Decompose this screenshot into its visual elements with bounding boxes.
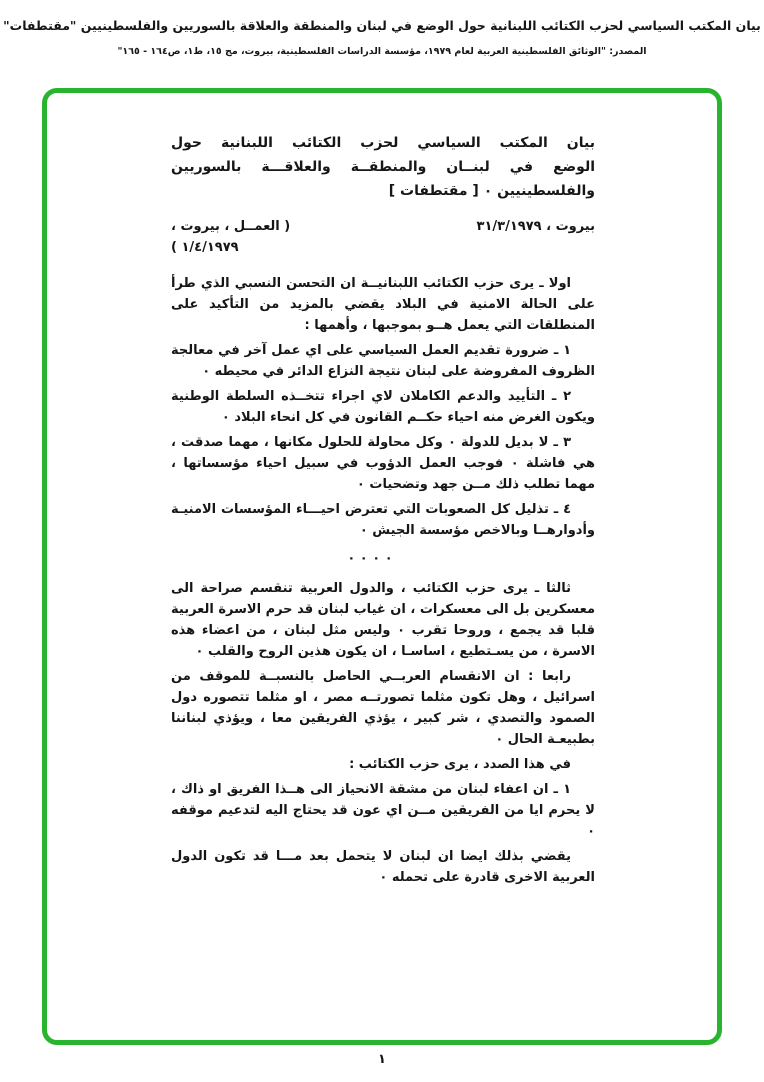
document-scan: [171, 131, 595, 1034]
page-header: [0, 18, 764, 58]
paragraph-lead-in: في هذا الصدد ، يرى حزب الكتائب :: [349, 757, 571, 772]
document-frame: [42, 88, 722, 1045]
dateline-continuation: ١/٤/١٩٧٩ ): [171, 240, 239, 255]
paragraph-third: ثالثا ـ يرى حزب الكتائب ، والدول العربية تنقسم صراحة الى معسكرين بل الى معسكرات ، ان غياب لبنان قد حرم الاسرة العربية قلبا قد يجمع ، وروحا تقرب ٠ وليس مثل لبنان ، من اعضاء هذه الاسرة ، من يسـتطيع ، اساسـا ، ان يكون هذين الروح والقلب ٠: [171, 581, 595, 659]
document-title: [171, 131, 595, 203]
header-title: بيان المكتب السياسي لحزب الكتائب اللبنانية حول الوضع في لبنان والمنطقة والعلاقة بالسوريين والفلسطينيين "مقتطفات": [3, 18, 761, 33]
separator-dots: ٠ ٠ ٠ ٠: [347, 551, 393, 566]
paragraph-item-3: ٣ ـ لا بديل للدولة ٠ وكل محاولة للحلول مكانها ، مهما صدقت ، هي فاشلة ٠ فوجب العمل الدؤوب في سبيل احياء مؤسساتها ، مهما تطلب ذلك مــن جهد وتضحيات ٠: [171, 435, 595, 492]
document-title-line-3: والفلسطينيين ٠ [ مقتطفات ]: [388, 183, 595, 199]
paragraph-item-1: ١ ـ ضرورة تقديم العمل السياسي على اي عمل آخر في معالجة الظروف المفروضة على لبنان نتيجة النزاع الدائر في محيطه ٠: [171, 343, 595, 379]
paragraph-fourth: رابعا : ان الانقسام العربــي الحاصل بالنسبــة للموقف من اسرائيل ، وهل تكون مثلما تصورتــه مصر ، او مثلما تتصوره دول الصمود والتصدي ، شر كبير ، يؤذي الفريقين معا ، ويؤذي لبناننا بطبيعـة الحال ٠: [171, 669, 595, 747]
dateline: [171, 216, 595, 237]
header-source: المصدر: "الوثائق الفلسطينية العربية لعام ١٩٧٩، مؤسسة الدراسات الفلسطينية، بيروت، مج ١٥، ط١، ص١٦٤ - ١٦٥": [117, 46, 647, 57]
page-number: ١: [378, 1052, 386, 1067]
paragraph-sub-item-1: ١ ـ ان اعفاء لبنان من مشقة الانحياز الى هــذا الفريق او ذاك ، لا يحرم ايا من الفريقين مــن اي عون قد يحتاج اليه لتدعيم موقفه ٠: [171, 782, 595, 839]
dateline-city-date: بيروت ، ٣١/٣/١٩٧٩: [476, 219, 595, 234]
paragraph-item-2: ٢ ـ التأييد والدعم الكاملان لاي اجراء تتخــذه السلطة الوطنية ويكون الغرض منه احياء حكــم القانون في كل انحاء البلاد ٠: [171, 389, 595, 425]
paragraph-closing: يقضي بذلك ايضا ان لبنان لا يتحمل بعد مـــا قد تكون الدول العربية الاخرى قادرة على تحمله ٠: [171, 849, 595, 885]
paragraph-item-4: ٤ ـ تذليل كل الصعوبات التي تعترض احيـــاء المؤسسات الامنيـة وأدوارهــا وبالاخص مؤسسة الجيش ٠: [171, 502, 595, 538]
paragraph-first: اولا ـ يرى حزب الكتائب اللبنانيــة ان التحسن النسبي الذي طرأ على الحالة الامنية في البلاد يقضي بالمزيد من التأكيد على المنطلقات التي يعمل هــو بموجبها ، وأهمها :: [171, 276, 595, 333]
document-title-line-2: الوضع في لبنــان والمنطقــة والعلاقـــة بالسوريين: [171, 159, 595, 175]
document-title-line-1: بيان المكتب السياسي لحزب الكتائب اللبنانية حول: [171, 135, 595, 151]
dateline-publication: ( العمــل ، بيروت ،: [171, 219, 291, 234]
